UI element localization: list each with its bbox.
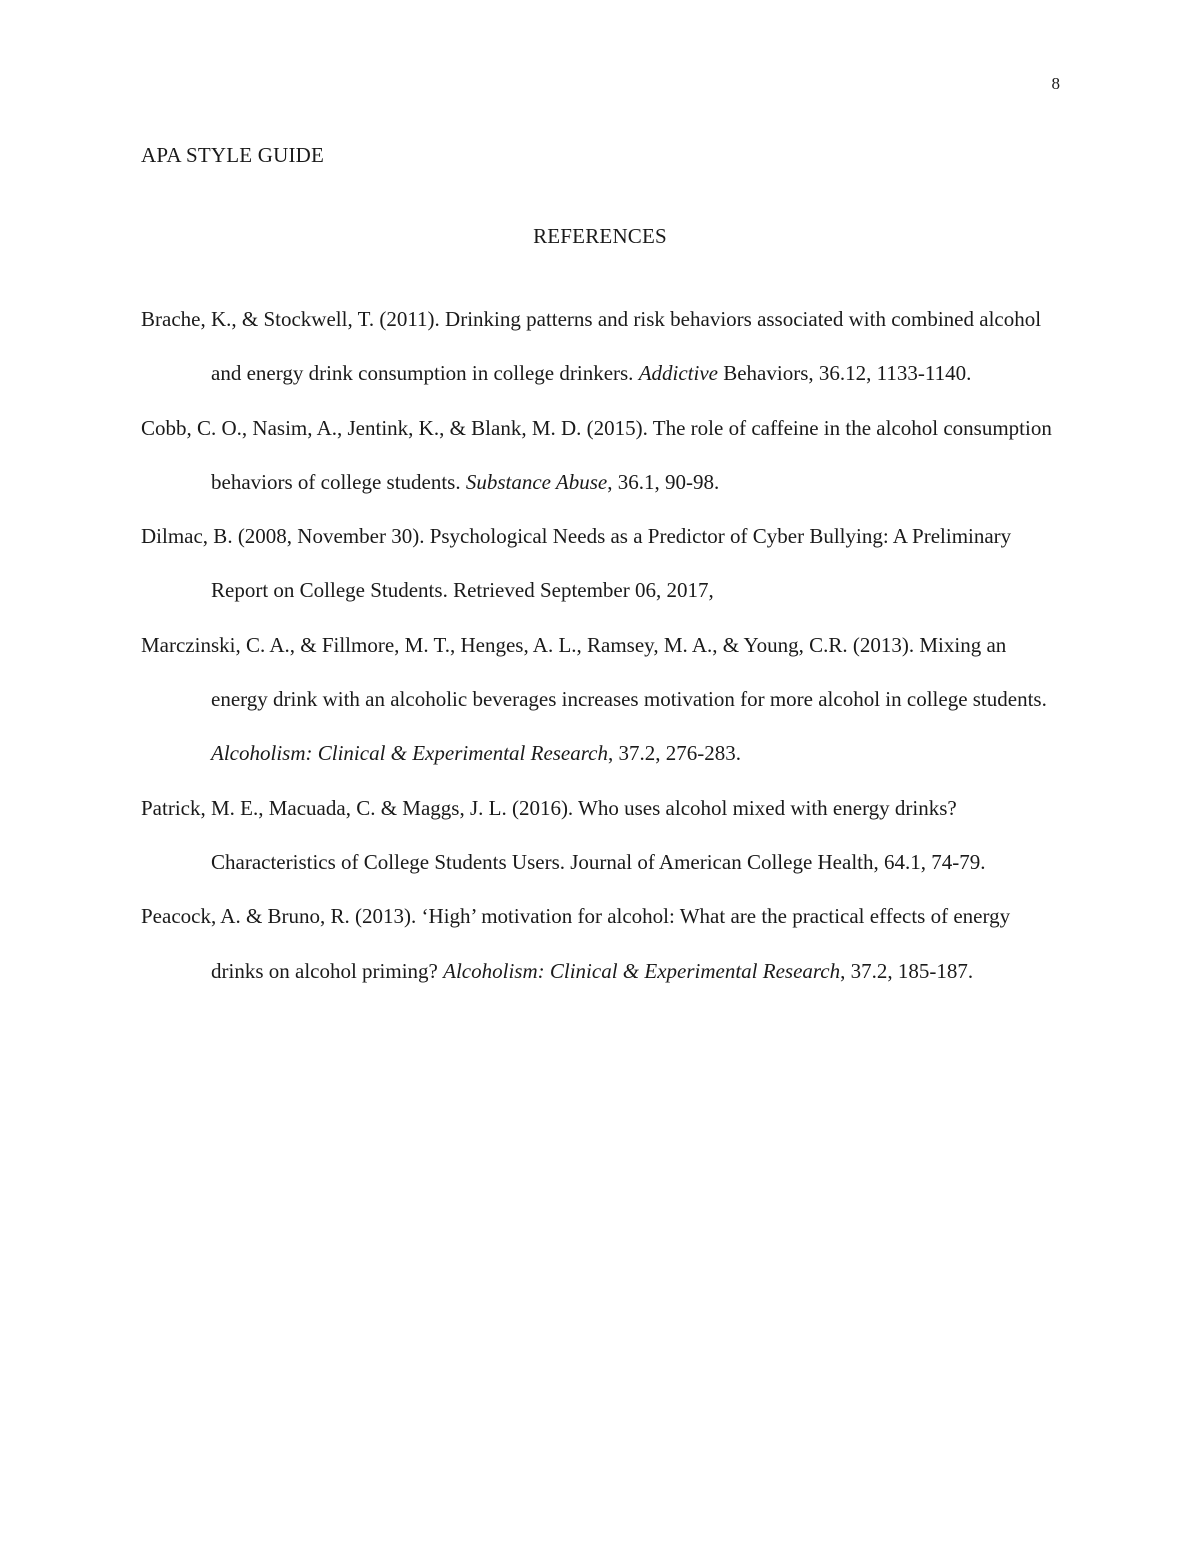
reference-entry [141,889,1061,998]
reference-entry [141,292,1061,401]
reference-tail: Behaviors, 36.12, 1133-1140. [717,361,972,386]
reference-text: Brache, K., & Stockwell, T. (2011). Drinking patterns and risk behaviors associated with combined alcohol and energy drink consumption in college drinkers. [141,307,1042,386]
reference-tail: , 37.2, 185-187. [840,958,974,983]
page-number: 8 [1051,74,1060,93]
reference-entry [141,781,1061,890]
reference-italic: Alcoholism: Clinical & Experimental Research [443,958,841,983]
reference-text: Marczinski, C. A., & Fillmore, M. T., Henges, A. L., Ramsey, M. A., & Young, C.R. (2013). Mixing an energy drink with an alcoholic beverages increases motivation for more alcohol in college students. [141,632,1047,712]
reference-entry [141,618,1061,781]
reference-text: Peacock, A. & Bruno, R. (2013). ‘High’ motivation for alcohol: What are the practical effects of energy drinks on alcohol priming? [141,904,1011,983]
reference-tail: , 37.2, 276-283. [607,741,741,766]
reference-text: Cobb, C. O., Nasim, A., Jentink, K., & Blank, M. D. (2015). The role of caffeine in the alcohol consumption behaviors of college students. [141,415,1052,494]
running-head: APA STYLE GUIDE [141,143,325,167]
reference-entry [141,509,1061,618]
reference-text: Dilmac, B. (2008, November 30). Psychological Needs as a Predictor of Cyber Bullying: A Preliminary Report on College Students. Retrieved September 06, 2017, [141,524,1012,603]
reference-entry [141,401,1061,510]
reference-text: Patrick, M. E., Macuada, C. & Maggs, J. L. (2016). Who uses alcohol mixed with energy drinks? Characteristics of College Students Users. Journal of American College Health, 64.1, 74-79. [141,795,986,874]
reference-tail: , 36.1, 90-98. [607,469,720,494]
reference-italic: Substance Abuse [465,469,608,494]
reference-italic: Addictive [638,361,718,386]
section-title: REFERENCES [533,224,667,248]
reference-italic: Alcoholism: Clinical & Experimental Research [211,741,608,766]
reference-list [141,292,1061,998]
